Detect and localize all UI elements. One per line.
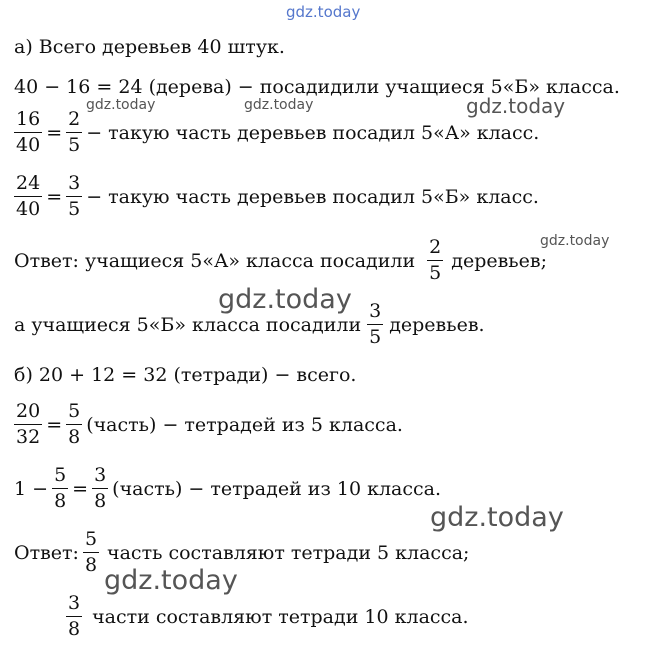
watermark: gdz.today (286, 3, 361, 21)
part-b-answer1: Ответ: $\frac{5}{8}$ часть составляют тетради 5 класса; (14, 528, 470, 576)
watermark: gdz.today (430, 502, 564, 533)
part-a-answer1: Ответ: учащиеся 5«А» класса посадили $\frac{2}{5}$ деревьев; (14, 236, 547, 284)
watermark: gdz.today (540, 233, 610, 249)
part-a-answer2: а учащиеся 5«Б» класса посадили $\frac{3}{5}$ деревьев. (14, 300, 485, 348)
watermark: gdz.today (466, 94, 566, 118)
watermark: gdz.today (244, 97, 314, 113)
part-a-fraction-line1: $\frac{16}{40}$ = $\frac{2}{5}$ − такую часть деревьев посадил 5«А» класс. (16, 108, 540, 156)
watermark: gdz.today (104, 565, 238, 596)
part-b-fraction-line2: 1 − $\frac{5}{8}$ = $\frac{3}{8}$ (часть) − тетрадей из 10 класса. (14, 464, 441, 512)
watermark: gdz.today (218, 284, 352, 315)
part-a-fraction-line2: $\frac{24}{40}$ = $\frac{3}{5}$ − такую часть деревьев посадил 5«Б» класс. (16, 172, 539, 220)
part-b-fraction-line1: $\frac{20}{32}$ = $\frac{5}{8}$ (часть) − тетрадей из 5 класса. (16, 400, 403, 448)
part-b-answer2: $\frac{3}{8}$ части составляют тетради 10 класса. (68, 592, 469, 640)
watermark: gdz.today (86, 97, 156, 113)
part-a-total: а) Всего деревьев 40 штук. (14, 36, 285, 58)
part-a-line1: 40 − 16 = 24 (дерева) − посадидили учащиеся 5«Б» класса. (14, 76, 620, 98)
part-b-total: б) 20 + 12 = 32 (тетради) − всего. (14, 364, 357, 386)
